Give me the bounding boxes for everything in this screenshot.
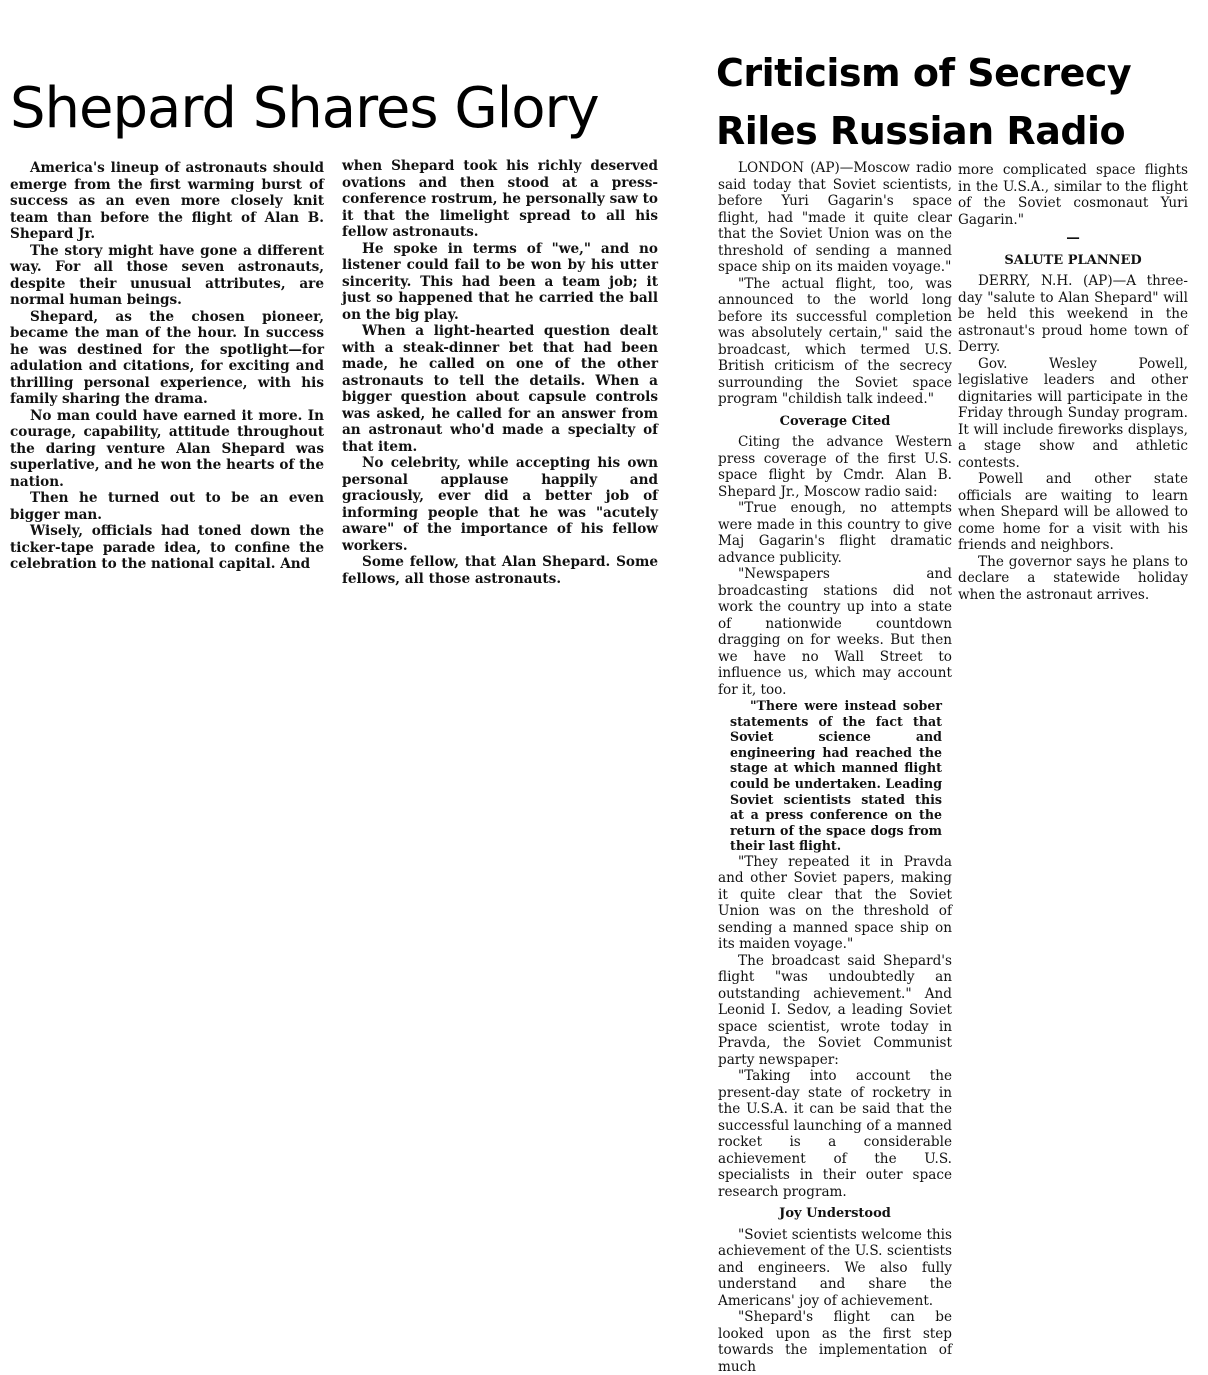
- paragraph: America's lineup of astronauts should emerge from the first warming burst of success as an even more closely knit team than before the flight of Alan B. Shepard Jr.: [10, 160, 324, 242]
- paragraph: "Taking into account the present-day state of rocketry in the U.S.A. it can be said that the successful launching of a manned rocket is a considerable achievement of the U.S. specialists in their outer space research program.: [718, 1068, 952, 1200]
- right-headline-line-2: Riles Russian Radio: [716, 109, 1126, 153]
- paragraph: Citing the advance Western press coverage of the first U.S. space flight by Cmdr. Alan B. Shepard Jr., Moscow radio said:: [718, 434, 952, 500]
- paragraph: "The actual flight, too, was announced to the world long before its successful completion was absolutely certain," said the broadcast, which termed U.S. British criticism of the secrecy surrounding the Soviet space program "childish talk indeed.": [718, 275, 952, 407]
- subheading: Joy Understood: [779, 1206, 891, 1222]
- paragraph: LONDON (AP)—Moscow radio said today that Soviet scientists, before Yuri Gagarin's space flight, had "made it quite clear that the Soviet Union was on the threshold of sending a manned space ship on its maiden voyage.": [718, 160, 952, 275]
- left-headline: Shepard Shares Glory: [10, 76, 599, 141]
- paragraph: Then he turned out to be an even bigger man.: [10, 490, 324, 523]
- right-story-column-1: [718, 160, 952, 1375]
- left-story-column-1: [10, 160, 324, 573]
- paragraph: Powell and other state officials are waiting to learn when Shepard will be allowed to come home for a visit with his friends and neighbors.: [958, 471, 1188, 553]
- left-story-column-2: [342, 158, 658, 587]
- paragraph: Shepard, as the chosen pioneer, became the man of the hour. In success he was destined for the spotlight—for adulation and citations, for exciting and thrilling personal experience, with his family sharing the drama.: [10, 308, 324, 407]
- paragraph: "True enough, no attempts were made in this country to give Maj Gagarin's flight dramatic advance publicity.: [718, 500, 952, 566]
- paragraph: No man could have earned it more. In courage, capability, attitude throughout the daring venture Alan Shepard was superlative, and he won the hearts of the nation.: [10, 407, 324, 490]
- subheading: Coverage Cited: [779, 413, 891, 429]
- subheading: SALUTE PLANNED: [1004, 252, 1142, 268]
- paragraph: more complicated space flights in the U.S.A., similar to the flight of the Soviet cosmonaut Yuri Gagarin.": [958, 162, 1188, 228]
- paragraph: when Shepard took his richly deserved ovations and then stood at a press-conference rostrum, he personally saw to it that the limelight spread to all his fellow astronauts.: [342, 158, 658, 240]
- paragraph: "There were instead sober statements of the fact that Soviet science and engineering had reached the stage at which manned flight could be undertaken. Leading Soviet scientists stated this at a press conference on the return of the space dogs from their last flight.: [730, 698, 942, 854]
- paragraph: DERRY, N.H. (AP)—A three-day "salute to Alan Shepard" will be held this weekend in the astronaut's proud home town of Derry.: [958, 273, 1188, 355]
- paragraph: "Soviet scientists welcome this achievement of the U.S. scientists and engineers. We also fully understand and share the Americans' joy of achievement.: [718, 1226, 952, 1309]
- paragraph: When a light-hearted question dealt with a steak-dinner bet that had been made, he called on one of the other astronauts to tell the details. When a bigger question about capsule controls was asked, he called for an answer from an astronaut who'd made a specialty of that item.: [342, 323, 658, 455]
- paragraph: The governor says he plans to declare a statewide holiday when the astronaut arrives.: [958, 553, 1188, 603]
- paragraph: Gov. Wesley Powell, legislative leaders and other dignitaries will participate in the Friday through Sunday program. It will include fireworks displays, a stage show and athletic contests.: [958, 355, 1188, 471]
- paragraph: He spoke in terms of "we," and no listener could fail to be won by his utter sincerity. This had been a team job; it just so happened that he carried the ball on the big play.: [342, 240, 658, 323]
- right-headline: [716, 44, 1196, 160]
- right-story-column-2: [958, 162, 1188, 603]
- right-headline-line-1: Criticism of Secrecy: [716, 51, 1132, 95]
- paragraph: No celebrity, while accepting his own personal applause happily and graciously, ever did a better job of informing people that he was "acutely aware" of the importance of his fellow workers.: [342, 455, 658, 554]
- paragraph: The story might have gone a different way. For all those seven astronauts, despite their unusual attributes, are normal human beings.: [10, 242, 324, 308]
- separator: —: [1066, 230, 1080, 246]
- paragraph: Wisely, officials had toned down the ticker-tape parade idea, to confine the celebration to the national capital. And: [10, 523, 324, 572]
- paragraph: "They repeated it in Pravda and other Soviet papers, making it quite clear that the Soviet Union was on the threshold of sending a manned space ship on its maiden voyage.": [718, 853, 952, 953]
- paragraph: Some fellow, that Alan Shepard. Some fellows, all those astronauts.: [342, 554, 658, 587]
- paragraph: The broadcast said Shepard's flight "was undoubtedly an outstanding achievement." And Leonid I. Sedov, a leading Soviet space scientist, wrote today in Pravda, the Soviet Communist party newspaper:: [718, 952, 952, 1068]
- paragraph: "Newspapers and broadcasting stations did not work the country up into a state of nationwide countdown dragging on for weeks. But then we have no Wall Street to influence us, which may account for it, too.: [718, 566, 952, 698]
- paragraph: "Shepard's flight can be looked upon as the first step towards the implementation of much: [718, 1309, 952, 1375]
